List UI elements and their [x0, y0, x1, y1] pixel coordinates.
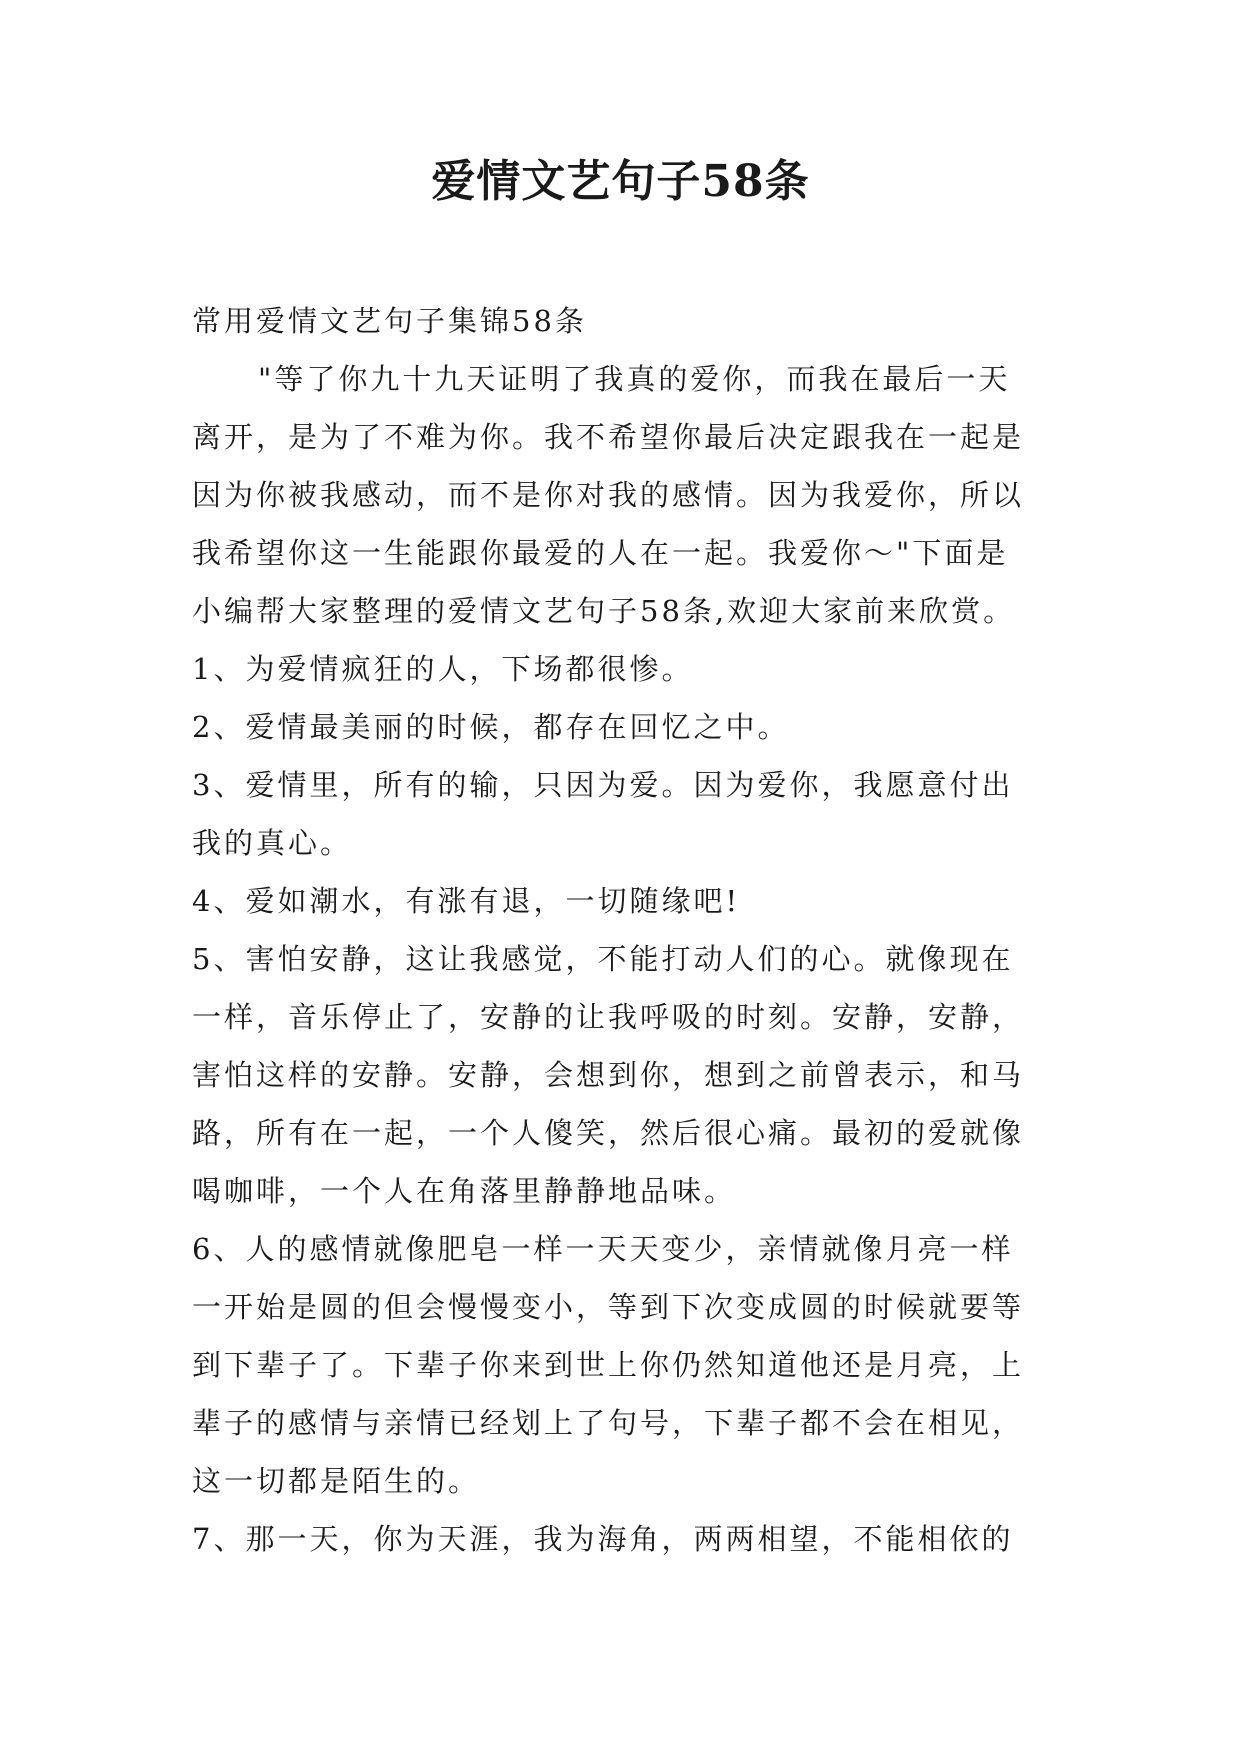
item-5-line: 害怕这样的安静。安静，会想到你，想到之前曾表示，和马: [192, 1058, 1025, 1092]
item-3-line: 我的真心。: [192, 826, 353, 860]
item-7-line: 7、那一天，你为天涯，我为海角，两两相望，不能相依的: [192, 1522, 1014, 1556]
item-6-line: 辈子的感情与亲情已经划上了句号，下辈子都不会在相见，: [192, 1406, 1025, 1440]
intro-line: 小编帮大家整理的爱情文艺句子58条,欢迎大家前来欣赏。: [192, 594, 1016, 628]
item-1-line: 1、为爱情疯狂的人，下场都很惨。: [192, 652, 694, 686]
item-5-line: 路，所有在一起，一个人傻笑，然后很心痛。最初的爱就像: [192, 1116, 1025, 1150]
item-6-line: 到下辈子了。下辈子你来到世上你仍然知道他还是月亮，上: [192, 1348, 1025, 1382]
item-6-line: 6、人的感情就像肥皂一样一天天变少，亲情就像月亮一样: [192, 1232, 1014, 1266]
item-5-line: 5、害怕安静，这让我感觉，不能打动人们的心。就像现在: [192, 942, 1014, 976]
item-4-line: 4、爱如潮水，有涨有退，一切随缘吧!: [192, 884, 741, 918]
item-6-line: 一开始是圆的但会慢慢变小，等到下次变成圆的时候就要等: [192, 1290, 1025, 1324]
item-5-line: 一样，音乐停止了，安静的让我呼吸的时刻。安静，安静，: [192, 1000, 1025, 1034]
item-6-line: 这一切都是陌生的。: [192, 1464, 481, 1498]
item-5-line: 喝咖啡，一个人在角落里静静地品味。: [192, 1174, 737, 1208]
intro-line: 我希望你这一生能跟你最爱的人在一起。我爱你～"下面是: [192, 536, 1009, 570]
document-title: 爱情文艺句子58条: [431, 156, 810, 207]
intro-line: 因为你被我感动，而不是你对我的感情。因为我爱你，所以: [192, 478, 1025, 512]
item-3-line: 3、爱情里，所有的输，只因为爱。因为爱你，我愿意付出: [192, 768, 1014, 802]
subtitle-line: 常用爱情文艺句子集锦58条: [192, 304, 587, 338]
document-body: [192, 292, 1072, 1568]
item-2-line: 2、爱情最美丽的时候，都存在回忆之中。: [192, 710, 790, 744]
intro-line: 离开，是为了不难为你。我不希望你最后决定跟我在一起是: [192, 420, 1025, 454]
intro-line: "等了你九十九天证明了我真的爱你，而我在最后一天: [258, 362, 1011, 396]
